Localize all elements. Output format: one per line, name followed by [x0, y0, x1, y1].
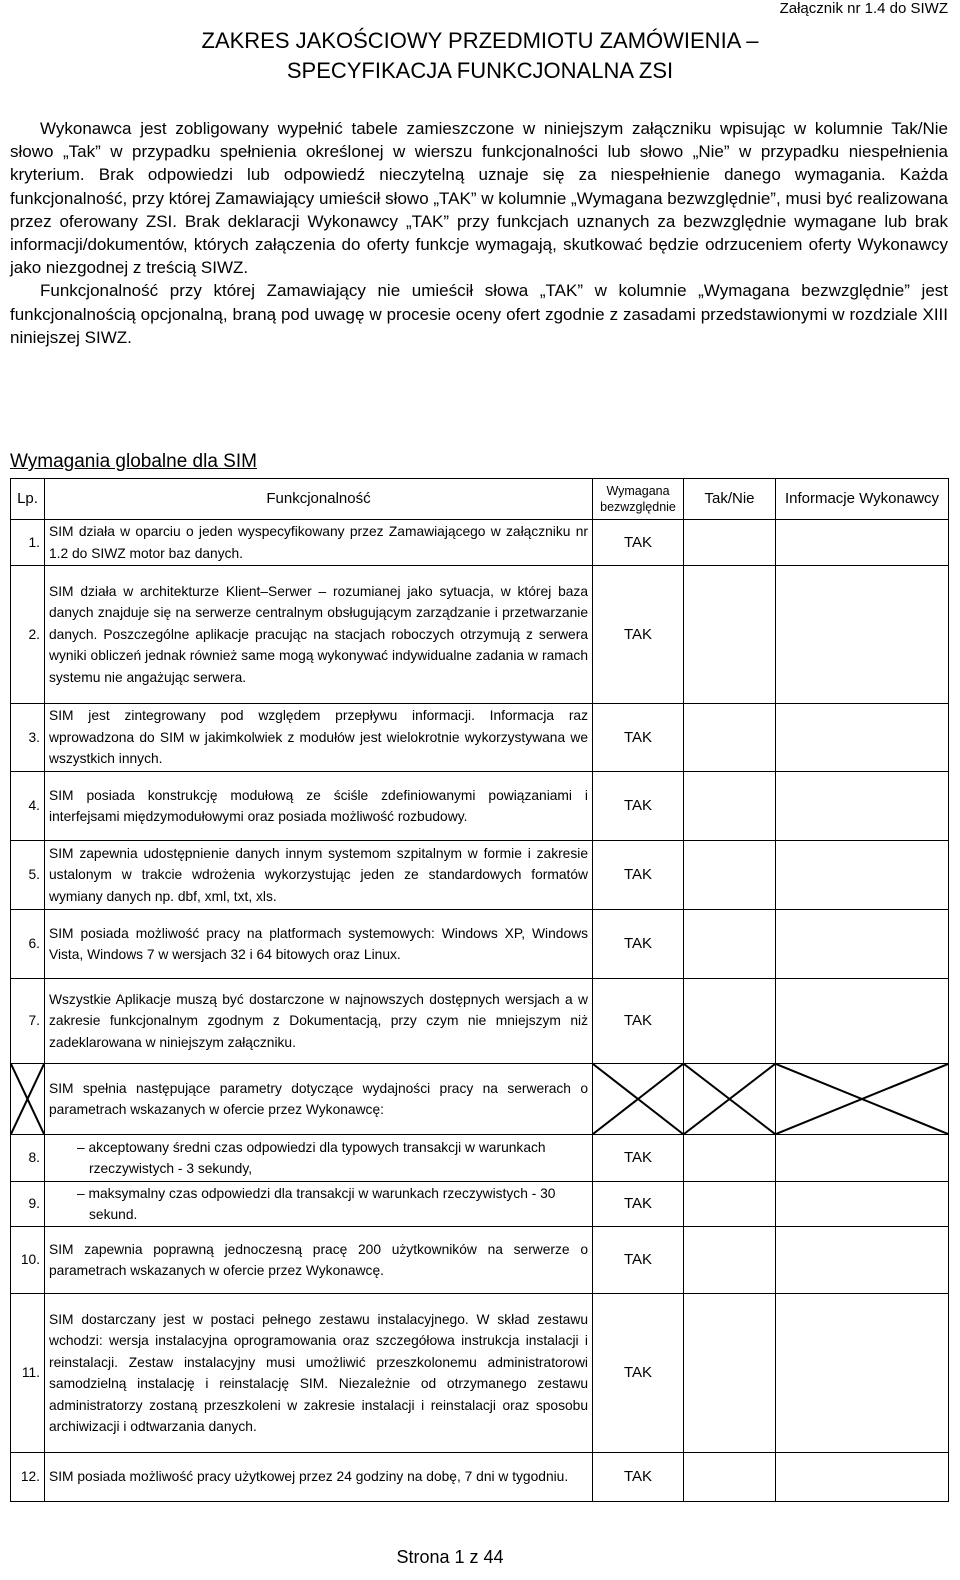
row-lp: 3. — [11, 704, 45, 772]
row-yes-no-cell[interactable] — [684, 979, 776, 1064]
row-info-cell[interactable] — [776, 1294, 949, 1453]
row-yes-no-cell[interactable] — [684, 841, 776, 910]
table-row — [11, 1227, 949, 1294]
table-row — [11, 1182, 949, 1227]
row-functionality: SIM działa w oparciu o jeden wyspecyfikowany przez Zamawiającego w załączniku nr 1.2 do SIWZ motor baz danych. — [45, 520, 593, 566]
intro-paragraph-1: Wykonawca jest zobligowany wypełnić tabele zamieszczone w niniejszym załączniku wpisując w kolumnie Tak/Nie słowo „Tak” w przypadku spełnienia określonej w wierszu funkcjonalności lub słowo „Nie” w przypadku niespełnienia kryterium. Brak odpowiedzi lub odpowiedź nieczytelną uznaje się za niespełnienie danego wymagania. Każda funkcjonalność, przy której Zamawiający umieścił słowo „TAK” w kolumnie „Wymagana bezwzględnie”, musi być realizowana przez oferowany ZSI. Brak deklaracji Wykonawcy „TAK” przy funkcjach uznanych za bezwzględnie wymagane lub brak informacji/dokumentów, których załączenia do oferty funkcje wymagają, skutkować będzie odrzuceniem oferty Wykonawcy jako niezgodnej z treścią SIWZ. — [10, 119, 948, 278]
header-functionality: Funkcjonalność — [45, 479, 593, 520]
header-info: Informacje Wykonawcy — [776, 479, 949, 520]
row-functionality: SIM zapewnia udostępnienie danych innym systemom szpitalnym w formie i zakresie ustalonym w trakcie wdrożenia wykorzystując jeden ze standardowych formatów wymiany danych np. dbf, xml, txt, xls. — [45, 841, 593, 910]
page-footer: Strona 1 z 44 — [396, 1547, 504, 1567]
row-yes-no-cell[interactable] — [684, 1294, 776, 1453]
row-lp: 9. — [11, 1182, 45, 1227]
cross-mark-icon — [593, 1064, 683, 1134]
table-row — [11, 979, 949, 1064]
requirements-table — [10, 478, 949, 1502]
table-row — [11, 910, 949, 979]
row-required: TAK — [593, 1294, 684, 1453]
row-required: TAK — [593, 566, 684, 704]
crossed-cell — [776, 1064, 949, 1135]
row-required: TAK — [593, 1453, 684, 1502]
row-required: TAK — [593, 1227, 684, 1294]
row-lp: 2. — [11, 566, 45, 704]
row-yes-no-cell[interactable] — [684, 910, 776, 979]
row-required: TAK — [593, 704, 684, 772]
table-header-row — [11, 479, 949, 520]
row-yes-no-cell[interactable] — [684, 566, 776, 704]
row-info-cell[interactable] — [776, 910, 949, 979]
row-info-cell[interactable] — [776, 566, 949, 704]
row-functionality — [45, 1182, 593, 1227]
cross-mark-icon — [11, 1064, 44, 1134]
row-info-cell[interactable] — [776, 841, 949, 910]
row-functionality-text: – maksymalny czas odpowiedzi dla transakcji w warunkach rzeczywistych - 30 sekund. — [77, 1186, 556, 1222]
row-lp: 10. — [11, 1227, 45, 1294]
row-lp: 5. — [11, 841, 45, 910]
header-lp: Lp. — [11, 479, 45, 520]
row-info-cell[interactable] — [776, 1453, 949, 1502]
row-functionality: SIM zapewnia poprawną jednoczesną pracę 200 użytkowników na serwerze o parametrach wskazanych w ofercie przez Wykonawcę. — [45, 1227, 593, 1294]
row-yes-no-cell[interactable] — [684, 1182, 776, 1227]
row-lp: 11. — [11, 1294, 45, 1453]
row-functionality: SIM spełnia następujące parametry dotyczące wydajności pracy na serwerach o parametrach wskazanych w ofercie przez Wykonawcę: — [45, 1064, 593, 1135]
table-row — [11, 1135, 949, 1182]
row-functionality — [45, 1135, 593, 1182]
row-lp: 7. — [11, 979, 45, 1064]
row-yes-no-cell[interactable] — [684, 772, 776, 841]
row-functionality-text: – akceptowany średni czas odpowiedzi dla typowych transakcji w warunkach rzeczywistych - 3 sekundy, — [77, 1140, 546, 1176]
row-yes-no-cell[interactable] — [684, 1227, 776, 1294]
row-functionality: SIM posiada możliwość pracy na platformach systemowych: Windows XP, Windows Vista, Windows 7 w wersjach 32 i 64 bitowych oraz Linux. — [45, 910, 593, 979]
attachment-label: Załącznik nr 1.4 do SIWZ — [779, 0, 948, 17]
row-lp: 1. — [11, 520, 45, 566]
title-line-2: SPECYFIKACJA FUNKCJONALNA ZSI — [286, 58, 674, 83]
row-functionality: SIM jest zintegrowany pod względem przepływu informacji. Informacja raz wprowadzona do SIM w jakimkolwiek z modułów jest wielokrotnie wykorzystywana we wszystkich innych. — [45, 704, 593, 772]
row-lp: 8. — [11, 1135, 45, 1182]
section-title: Wymagania globalne dla SIM — [10, 451, 257, 472]
table-row — [11, 704, 949, 772]
row-functionality: SIM działa w architekturze Klient–Serwer – rozumianej jako sytuacja, w której baza danych znajduje się na serwerze centralnym obsługującym zarządzanie i przetwarzanie danych. Poszczególne aplikacje pracując na stacjach roboczych otrzymują z serwera wyniki obliczeń jednak również same mogą wykonywać indywidualne zadania w ramach systemu nie angażując serwera. — [45, 566, 593, 704]
row-functionality: Wszystkie Aplikacje muszą być dostarczone w najnowszych dostępnych wersjach a w zakresie funkcjonalnym zgodnym z Dokumentacją, przy czym nie mniejszym niż zadeklarowana w niniejszym załączniku. — [45, 979, 593, 1064]
table-row — [11, 1064, 949, 1135]
row-functionality: SIM dostarczany jest w postaci pełnego zestawu instalacyjnego. W skład zestawu wchodzi: wersja instalacyjna oprogramowania oraz szczegółowa instrukcja instalacji i reinstalacji. Zestaw instalacyjny musi umożliwić przeszkolonemu administratorowi samodzielną instalację i reinstalację SIM. Niezależnie od otrzymanego zestawu administratorzy zostaną przeszkoleni w zakresie instalacji i reinstalacji oraz sposobu archiwizacji i odtwarzania danych. — [45, 1294, 593, 1453]
table-row — [11, 566, 949, 704]
row-info-cell[interactable] — [776, 1182, 949, 1227]
table-row — [11, 1453, 949, 1502]
table-row — [11, 1294, 949, 1453]
row-info-cell[interactable] — [776, 1227, 949, 1294]
row-yes-no-cell[interactable] — [684, 1453, 776, 1502]
row-lp: 4. — [11, 772, 45, 841]
crossed-cell — [684, 1064, 776, 1135]
row-required: TAK — [593, 1182, 684, 1227]
row-required: TAK — [593, 910, 684, 979]
row-functionality: SIM posiada konstrukcję modułową ze ściśle zdefiniowanymi powiązaniami i interfejsami międzymodułowymi oraz posiada możliwość rozbudowy. — [45, 772, 593, 841]
intro-text — [10, 117, 948, 349]
table-row — [11, 841, 949, 910]
header-yes-no: Tak/Nie — [684, 479, 776, 520]
row-info-cell[interactable] — [776, 979, 949, 1064]
row-yes-no-cell[interactable] — [684, 704, 776, 772]
row-required: TAK — [593, 772, 684, 841]
row-yes-no-cell[interactable] — [684, 520, 776, 566]
row-required: TAK — [593, 520, 684, 566]
title-line-1: ZAKRES JAKOŚCIOWY PRZEDMIOTU ZAMÓWIENIA – — [201, 28, 759, 53]
row-lp: 12. — [11, 1453, 45, 1502]
row-functionality: SIM posiada możliwość pracy użytkowej przez 24 godziny na dobę, 7 dni w tygodniu. — [45, 1453, 593, 1502]
row-lp: 6. — [11, 910, 45, 979]
row-info-cell[interactable] — [776, 1135, 949, 1182]
row-info-cell[interactable] — [776, 704, 949, 772]
row-required: TAK — [593, 979, 684, 1064]
header-required: Wymagana bezwzględnie — [593, 479, 684, 520]
crossed-cell — [593, 1064, 684, 1135]
row-required: TAK — [593, 1135, 684, 1182]
cross-mark-icon — [776, 1064, 948, 1134]
document-title — [160, 26, 800, 86]
crossed-cell — [11, 1064, 45, 1135]
row-info-cell[interactable] — [776, 772, 949, 841]
row-yes-no-cell[interactable] — [684, 1135, 776, 1182]
intro-paragraph-2: Funkcjonalność przy której Zamawiający nie umieścił słowa „TAK” w kolumnie „Wymagana bezwzględnie” jest funkcjonalnością opcjonalną, braną pod uwagę w procesie oceny ofert zgodnie z zasadami przedstawionymi w rozdziale XIII niniejszej SIWZ. — [10, 281, 948, 347]
row-required: TAK — [593, 841, 684, 910]
cross-mark-icon — [684, 1064, 775, 1134]
row-info-cell[interactable] — [776, 520, 949, 566]
table-row — [11, 520, 949, 566]
table-row — [11, 772, 949, 841]
